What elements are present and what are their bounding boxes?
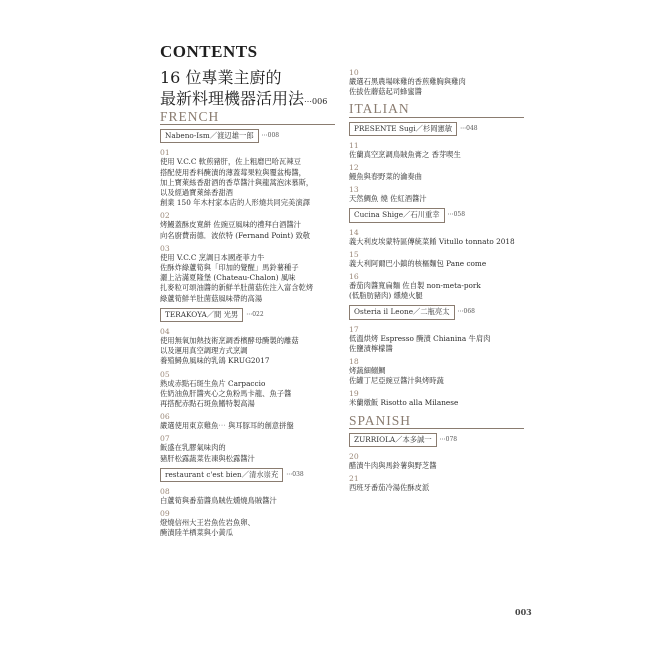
- entry-number: 04: [160, 327, 170, 337]
- entry-line: 醋漬牛肉與馬鈴薯與野芝醬: [349, 461, 437, 471]
- page-number: 003: [515, 607, 532, 617]
- entry-line: 佐罐丁尼亞豌豆醬汁與烤時蔬: [349, 376, 444, 386]
- entry-number: 18: [349, 357, 359, 367]
- entry-number: 15: [349, 249, 359, 259]
- entry-line: 以及運用真空調理方式烹調: [160, 346, 248, 356]
- entry-line: 綠蘆筍鮮羊肚菌菇風味帶的高湯: [160, 293, 263, 303]
- chef-label: TERAKOYA／間 光男: [160, 308, 243, 322]
- chef-restaurant-cest-bien[interactable]: [160, 468, 335, 482]
- section-french: FRENCH: [160, 112, 335, 125]
- entry-line: 使用無氧加熱技術烹調香檳酵母醃製的離菇: [160, 336, 299, 346]
- entry-line: 佐拔佐蘑菇起司蜂蜜醬: [349, 87, 422, 97]
- left-column: [160, 109, 335, 542]
- entry-19[interactable]: [349, 389, 524, 408]
- entry-number: 10: [349, 68, 359, 77]
- chef-label: ZURRIOLA／本多誠一: [349, 433, 437, 447]
- entry-line: 佐酥炸綠蘆筍與「印加的覺醒」馬鈴薯種子: [160, 263, 299, 273]
- entry-line: 鰻魚與春野菜的瀹奏曲: [349, 172, 422, 182]
- chef-page-number: ⋯038: [286, 470, 304, 478]
- right-column: [349, 68, 524, 496]
- entry-line: 佐奶油魚肝醬夾心之魚粉馬卡龍、魚子醬: [160, 388, 292, 398]
- entry-line: 白蘆筍與番茄醬鳥賊佐燻燒鳥賊醬汁: [160, 496, 277, 506]
- chef-page-number: ⋯048: [460, 124, 478, 132]
- entry-line: (低脂肪豬肉) 燻燒火腿: [349, 291, 423, 301]
- entry-number: 09: [160, 509, 170, 519]
- entry-01[interactable]: [160, 148, 335, 208]
- entry-18[interactable]: [349, 357, 524, 386]
- entry-line: 烤蔬細鰯鯛: [349, 366, 386, 376]
- chef-page-number: ⋯078: [439, 435, 458, 443]
- entry-number: 03: [160, 243, 170, 253]
- chef-label: Cucina Shige／石川重幸: [349, 208, 445, 222]
- entry-line: 再搭配赤點石斑魚鰭特製高湯: [160, 399, 255, 409]
- entry-line: 醃漬陸羊栖菜與小黃瓜: [160, 528, 233, 538]
- entry-line: 嚴選石黑農場咪雞的香煎雞胸與雞肉: [349, 77, 466, 86]
- entry-line: 米蘭燉飯 Risotto alla Milanese: [349, 398, 459, 408]
- entry-02[interactable]: [160, 211, 335, 240]
- chef-zurriola[interactable]: [349, 433, 524, 447]
- entry-line: 番茄肉醬寬扁麵 佐自製 non-meta-pork: [349, 281, 481, 291]
- entry-line: 搭配使用香料醃漬的薄蓋莓果粒與覆盆梅醬，: [160, 167, 306, 177]
- entry-number: 21: [349, 474, 359, 484]
- entry-number: 13: [349, 185, 359, 195]
- entry-line: 使用 V.C.C 烹調日本國產菲力牛: [160, 252, 265, 262]
- entry-number: 17: [349, 324, 359, 334]
- entry-number: 06: [160, 412, 170, 422]
- entry-line: 使用 V.C.C 軟煎豬肝，佐上粗磨巴哈瓦辣豆: [160, 157, 301, 167]
- chef-page-number: ⋯058: [447, 211, 466, 219]
- entry-line: 天然鯛魚 燒 佐紅酒醬汁: [349, 194, 427, 204]
- chef-page-number: ⋯068: [457, 308, 475, 316]
- section-spanish: SPANISH: [349, 416, 524, 429]
- entry-number: 12: [349, 163, 359, 173]
- chef-nabeno[interactable]: [160, 129, 335, 143]
- entry-line: 低溫烘烤 Espresso 醃漬 Chianina 牛肩肉: [349, 333, 491, 343]
- entry-number: 08: [160, 487, 170, 497]
- entry-11[interactable]: [349, 141, 524, 160]
- entry-number: 16: [349, 272, 359, 282]
- entry-line: 佐鹽漬檸檬醬: [349, 343, 393, 353]
- chef-label: Osteria il Leone／二瓶亮太: [349, 305, 455, 319]
- entry-line: 烤鰻蓋酥皮寬餅 佐豌豆風味的禮拜白酒醬汁: [160, 220, 301, 230]
- entry-line: 西班牙番茄冷湯佐酥皮派: [349, 483, 430, 493]
- entry-line: 飯盛在乳膠氣味肉的: [160, 443, 226, 453]
- chef-presente-sugi[interactable]: [349, 122, 524, 136]
- entry-number: 20: [349, 452, 359, 462]
- entry-line: 灑上沾滿夏隆堡 (Chateau-Chalon) 風味: [160, 273, 296, 283]
- entry-line: 創業 150 年木村家本店的人形燒共同完美演譯: [160, 198, 310, 208]
- entry-line: 熟成赤點石斑生魚片 Carpaccio: [160, 378, 266, 388]
- entry-line: 嚴選使用東京雞魚⋯ 與耳豚耳的創意拼盤: [160, 421, 294, 431]
- entry-number: 05: [160, 369, 170, 379]
- chef-page-number: ⋯022: [246, 310, 264, 318]
- entry-line: 向名廚費南德．波依特 (Fernand Point) 致敬: [160, 230, 311, 240]
- chef-osteria-il-leone[interactable]: [349, 305, 524, 319]
- chef-page-number: ⋯008: [261, 132, 280, 140]
- entry-05[interactable]: [160, 370, 335, 410]
- intro-page-number: ⋯006: [304, 97, 328, 106]
- intro-line-1: 16 位專業主廚的: [160, 68, 282, 87]
- chef-label: Nabeno-Ism／渡辺雄一郎: [160, 129, 259, 143]
- section-italian: ITALIAN: [349, 104, 524, 117]
- entry-line: 以及經過寶萊絲香甜酒: [160, 188, 233, 198]
- entry-04[interactable]: [160, 327, 335, 367]
- entry-09[interactable]: [160, 509, 335, 538]
- entry-20[interactable]: [349, 452, 524, 471]
- entry-14[interactable]: [349, 228, 524, 247]
- entry-16[interactable]: [349, 272, 524, 301]
- chef-terakoya[interactable]: [160, 308, 335, 322]
- entry-08[interactable]: [160, 487, 335, 506]
- entry-line: 義大利阿爾巴小鎮的核樞麵包 Pane come: [349, 258, 487, 268]
- entry-number: 02: [160, 211, 170, 221]
- entry-line: 加上寶萊絲香甜酒的香草醬汁與龍蒿泡沫慕斯，: [160, 177, 314, 187]
- entry-15[interactable]: [349, 250, 524, 269]
- chef-cucina-shige[interactable]: [349, 208, 524, 222]
- page-title: CONTENTS: [160, 42, 258, 61]
- entry-line: 養殖鱘魚風味的乳鴿 KRUG2017: [160, 356, 270, 366]
- entry-10[interactable]: [349, 68, 524, 97]
- chef-label: PRESENTE Sugi／杉岡憲敏: [349, 122, 457, 136]
- entry-12[interactable]: [349, 163, 524, 182]
- entry-line: 豬肝松露蔬菜佐凍與松露醬汁: [160, 453, 255, 463]
- entry-03[interactable]: [160, 244, 335, 304]
- entry-line: 義大利皮埃蒙特區傳統菜餚 Vitullo tonnato 2018: [349, 236, 515, 246]
- entry-number: 01: [160, 148, 170, 158]
- entry-line: 佐蘭真空烹調鳥賊魚膏之 香芽喫生: [349, 149, 461, 159]
- entry-07[interactable]: [160, 434, 335, 463]
- entry-number: 07: [160, 434, 170, 444]
- intro-title: [160, 67, 327, 112]
- intro-line-2: 最新料理機器活用法⋯006: [160, 89, 328, 108]
- entry-06[interactable]: [160, 412, 335, 431]
- entry-17[interactable]: [349, 325, 524, 354]
- chef-label: restaurant c'est bien／清水崇充: [160, 468, 283, 482]
- entry-13[interactable]: [349, 185, 524, 204]
- entry-21[interactable]: [349, 474, 524, 493]
- entry-number: 19: [349, 389, 359, 399]
- entry-number: 11: [349, 140, 359, 150]
- entry-line: 燈燒信州大王岩魚佐岩魚卵、: [160, 518, 255, 528]
- entry-line: 扎麥粒可頌油醬的新鮮羊肚菌菇佐注入富含乾烤: [160, 283, 314, 293]
- entry-number: 14: [349, 227, 359, 237]
